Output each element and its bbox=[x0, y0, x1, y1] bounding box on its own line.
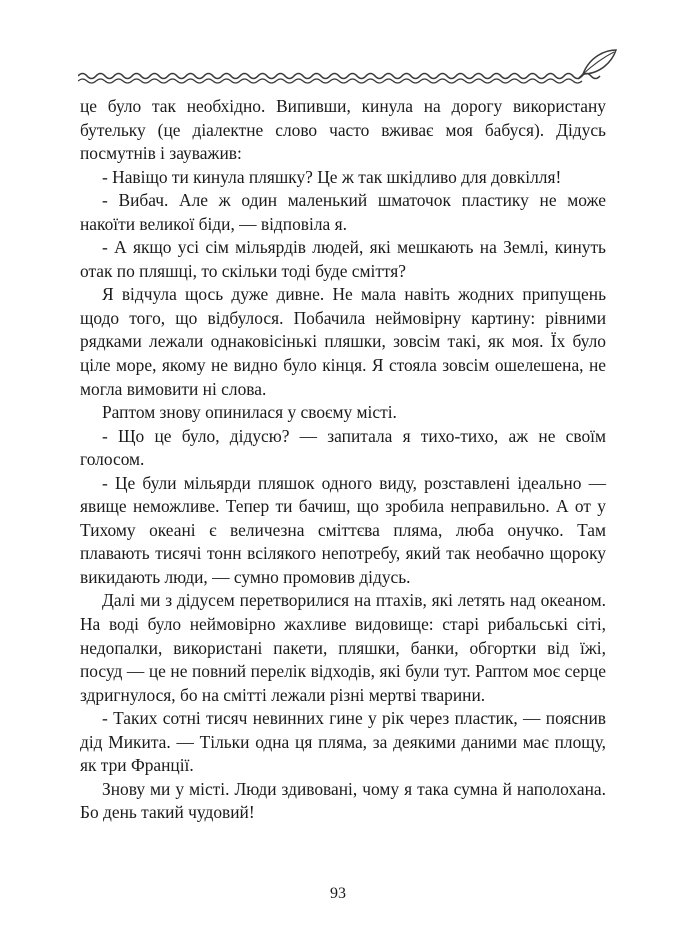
paragraph: - Вибач. Але ж один маленький шматочок пластику не може накоїти великої біди, — відповіла я. bbox=[80, 190, 606, 234]
paragraph: Знову ми у місті. Люди здивовані, чому я така сумна й наполохана. Бо день такий чудовий! bbox=[80, 778, 606, 823]
story-text bbox=[80, 95, 606, 825]
paragraph: - А якщо усі сім мільярдів людей, які мешкають на Землі, кинуть отак по пляшці, то скільки тоді буде сміття? bbox=[80, 237, 606, 281]
header-ornament bbox=[78, 48, 618, 88]
paragraph: - Навіщо ти кинула пляшку? Це ж так шкідливо для довкілля! bbox=[102, 166, 562, 187]
paragraph: Далі ми з дідусем перетворилися на птахів, які летять над океаном. На воді було неймовірно жахливе видовище: старі рибальські сіті, недопалки, використані пакети, пляшки, банки, обгортки від їжі, посуд — це не повний перелік відходів, які були тут. Раптом моє серце здригнулося, бо на смітті лежали різні мертві тварини. bbox=[80, 590, 606, 705]
wavy-line-secondary bbox=[78, 79, 582, 83]
leaf-icon bbox=[578, 50, 616, 79]
paragraph: - Таких сотні тисяч невинних гине у рік через пластик, — пояснив дід Микита. — Тільки одна ця пляма, за деякими даними має площу, як три Франції. bbox=[80, 708, 606, 776]
paragraph: Раптом знову опинилася у своєму місті. bbox=[102, 402, 397, 423]
paragraph: це було так необхідно. Випивши, кинула на дорогу використану бутельку (це діалектне слово часто вживає моя бабуся). Дідусь посмутнів і зауважив: bbox=[80, 96, 606, 164]
wavy-line bbox=[78, 74, 600, 79]
paragraph: - Що це було, дідусю? — запитала я тихо-тихо, аж не своїм голосом. bbox=[80, 425, 606, 470]
page-number: 93 bbox=[330, 885, 346, 902]
paragraph: Я відчула щось дуже дивне. Не мала навіть жодних припущень щодо того, що відбулося. Побачила неймовірну картину: рівними рядками лежали однаковісінькі пляшки, зовсім такі, як моя. Їх було ціле море, якому не видно було кінця. Я стояла зовсім ошелешена, не могла вимовити ні слова. bbox=[80, 284, 606, 399]
paragraph: - Це були мільярди пляшок одного виду, розставлені ідеально — явище неможливе. Тепер ти бачиш, що зробила неправильно. А от у Тихому океані є величезна сміттєва пляма, люба онучко. Там плавають тисячі тонн всілякого непотребу, який так необачно щороку викидають люди, — сумно промовив дідусь. bbox=[80, 472, 606, 587]
